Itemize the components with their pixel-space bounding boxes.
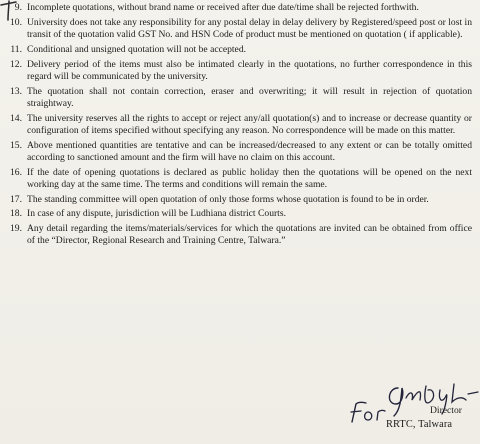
clause-number: 13. bbox=[10, 85, 22, 97]
clause-number: 16. bbox=[10, 166, 22, 178]
clause-17 bbox=[0, 194, 480, 206]
clause-number: 18. bbox=[10, 208, 22, 220]
clause-10 bbox=[0, 17, 480, 41]
clause-text: University does not take any responsibility for any postal delay in delay delivery by Registered/speed post or lost in transit of the quotation valid GST No. and HSN Code of product must be mentioned on quotation ( if applicable). bbox=[27, 16, 472, 40]
clause-text: The quotation shall not contain correction, eraser and overwriting; it will result in rejection of quotation straightway. bbox=[27, 85, 472, 109]
clause-number: 11. bbox=[10, 43, 22, 55]
clause-13 bbox=[0, 86, 480, 110]
clause-number: 17. bbox=[10, 193, 22, 205]
signatory-designation: Director bbox=[430, 405, 462, 416]
clause-text: Any detail regarding the items/materials/services for which the quotations are invited can be obtained from office of the “Director, Regional Research and Training Centre, Talwara.” bbox=[27, 223, 472, 247]
clause-number: 12. bbox=[10, 58, 22, 70]
signatory-office: RRTC, Talwara bbox=[386, 419, 453, 430]
clause-18 bbox=[0, 208, 480, 220]
clause-text: Conditional and unsigned quotation will not be accepted. bbox=[27, 43, 247, 55]
clause-text: The standing committee will open quotation of only those forms whose quotation is found to be in order. bbox=[27, 193, 429, 205]
clause-11 bbox=[0, 44, 480, 56]
terms-list bbox=[0, 2, 480, 250]
clause-number: 15. bbox=[10, 139, 22, 151]
clause-text: Incomplete quotations, without brand name or received after due date/time shall be rejected forthwith. bbox=[27, 2, 419, 13]
clause-14 bbox=[0, 113, 480, 137]
clause-19 bbox=[0, 223, 480, 247]
clause-text: If the date of opening quotations is declared as public holiday then the quotations will be opened on the next working day at the same time. The terms and conditions will remain the same. bbox=[27, 166, 472, 190]
clause-text: Delivery period of the items must also be intimated clearly in the quotations, no further correspondence in this regard will be communicated by the university. bbox=[27, 58, 472, 82]
clause-15 bbox=[0, 140, 480, 164]
clause-12 bbox=[0, 59, 480, 83]
clause-number: 19. bbox=[10, 223, 22, 235]
clause-text: Above mentioned quantities are tentative and can be increased/decreased to any extent or can be totally omitted according to sanctioned amount and the firm will have no claim on this account. bbox=[27, 139, 472, 163]
clause-text: In case of any dispute, jurisdiction will be Ludhiana district Courts. bbox=[27, 208, 286, 220]
clause-number: 10. bbox=[10, 16, 22, 28]
signature-block bbox=[340, 378, 480, 444]
clause-text: The university reserves all the rights to accept or reject any/all quotation(s) and to increase or decrease quantity or configuration of items specified without specifying any reason. No correspondence will be made on this matter. bbox=[27, 112, 472, 136]
clause-16 bbox=[0, 167, 480, 191]
clause-number: 9. bbox=[14, 2, 22, 13]
clause-9 bbox=[0, 2, 480, 14]
clause-number: 14. bbox=[10, 112, 22, 124]
